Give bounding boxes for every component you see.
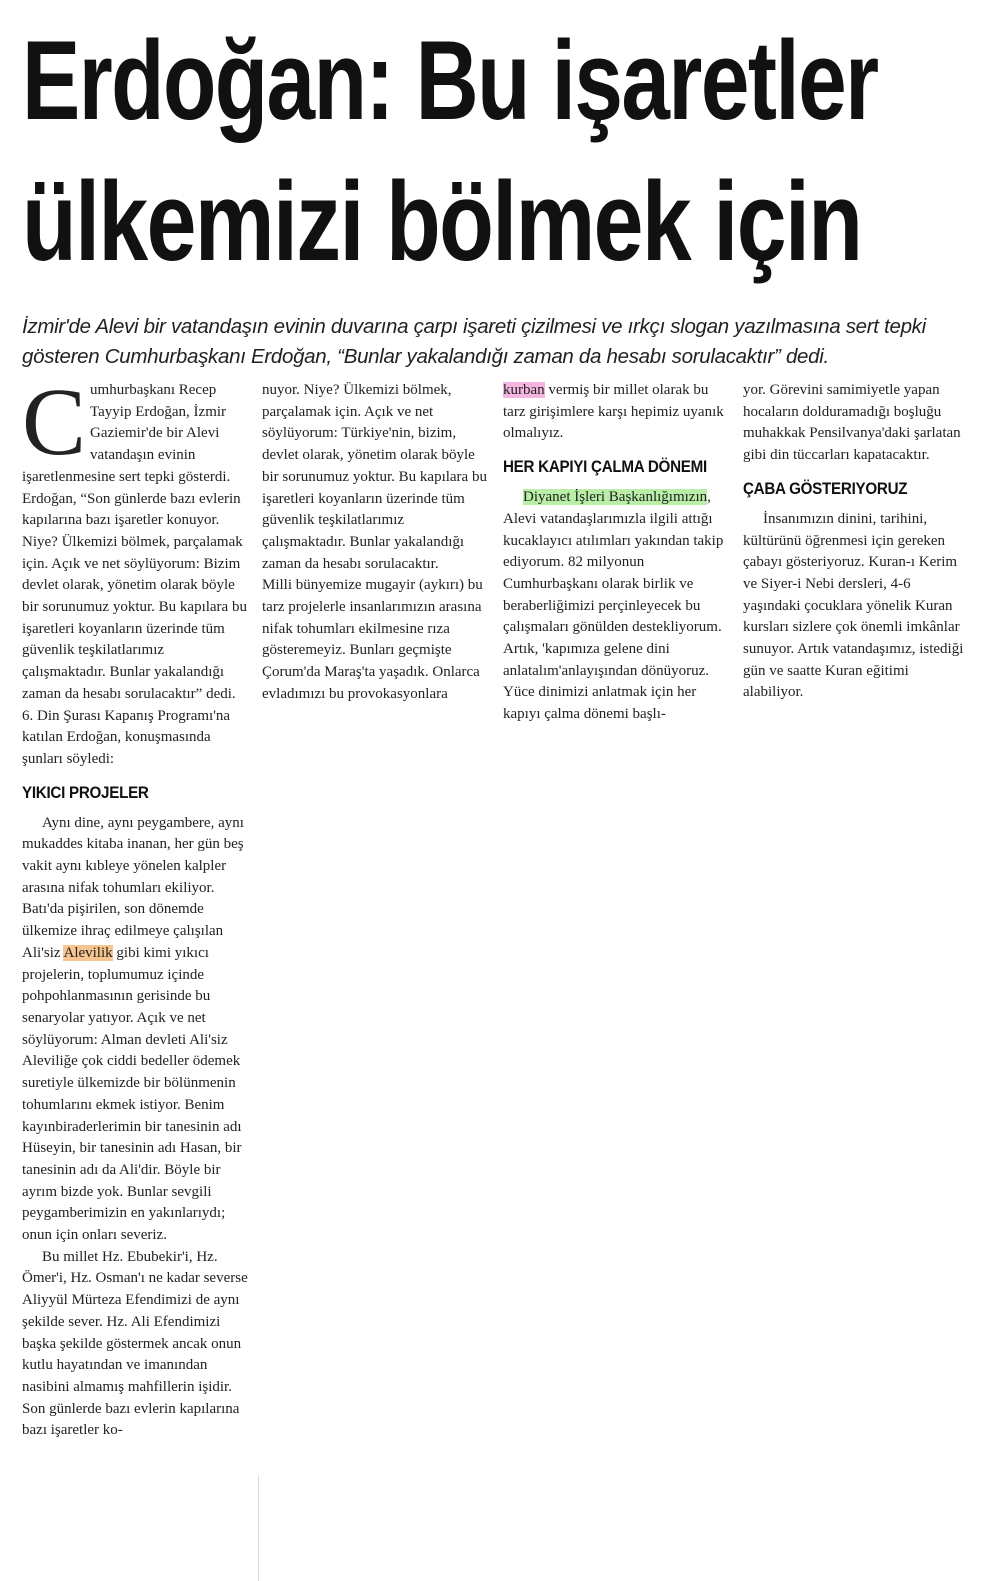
subhead-yikici-projeler: YIKICI PROJELER <box>22 783 149 802</box>
spot-text: İzmir'de Alevi bir vatandaşın evinin duvarına çarpı işareti çizilmesi ve ırkçı slogan yazılmasına sert tepki gösteren Cumhurbaşkanı Erdoğan, “Bunlar yakalandığı zaman da hesabı sorulacaktır” dedi. <box>22 315 926 368</box>
highlight-diyanet: Diyanet İşleri Başkanlığımızın <box>523 489 708 506</box>
lead-paragraph <box>22 368 250 771</box>
paragraph: nuyor. Niye? Ülkemizi bölmek, parçalamak için. Açık ve net söylüyorum: Türkiye'nin, bizim, devlet olarak, yönetim olarak böyle bir sorunumuz yoktur. Bu kapılara bu işaretleri koyanların üzerinde tüm güvenlik teşkilatlarımız çalışmaktadır. Bunlar yakalandığı zaman da hesabı sorulacaktır. <box>262 382 487 572</box>
paragraph <box>503 380 729 445</box>
paragraph: yor. Görevini samimiyetle yapan hocaların dolduramadığı boşluğu muhakkak Pensilvanya'daki şarlatan gibi din tüccarları kapatacaktır. <box>743 382 961 464</box>
column-2 <box>262 380 488 706</box>
highlight-kurban: kurban <box>503 382 545 398</box>
lead-text: umhurbaşkanı Recep Tayyip Erdoğan, İzmir Gaziemir'de bir Alevi vatandaşın evinin işaretlenmesine sert tepki gösterdi. Erdoğan, “Son günlerde bazı evlerin kapılarına bazı işaretler konuyor. Niye? Ülkemizi bölmek, parçalamak için. Açık ve net söylüyorum: Bizim devlet olarak, yönetim olarak böyle bir sorunumuz yoktur. Bu kapılara bu işaretleri koyanların üzerinde tüm güvenlik teşkilatlarımız çalışmaktadır. Bunlar yakalandığı zaman da hesabı sorulacaktır” dedi. 6. Din Şurası Kapanış Programı'na katılan Erdoğan, konuşmasında şunları söyledi: <box>22 382 247 767</box>
drop-cap: C <box>22 368 87 475</box>
headline-line-1: Erdoğan: Bu işaretler <box>22 18 878 143</box>
subhead-caba-gosteriyoruz: ÇABA GÖSTERIYORUZ <box>743 479 908 498</box>
paragraph-text: vermiş bir millet olarak bu tarz girişimlere karşı hepimiz uyanık olmalıyız. <box>503 382 724 442</box>
paragraph <box>22 813 250 1247</box>
paragraph-text: , Alevi vatandaşlarımızla ilgili attığı kucaklayıcı atılımları yakından takip ediyorum. 82 milyonun Cumhurbaşkanı olarak birlik ve beraberliğimizi perçinleyecek bu çalışmaları gönülden destekliyorum. Artık, 'kapımıza gelene dini anlatalım'anlayışından dönüyoruz. Yüce dinimizi anlatmak için her kapıyı çalma dönemi başlı- <box>503 489 724 723</box>
paragraph <box>503 487 729 726</box>
subhead-her-kapiyi-calma: HER KAPIYI ÇALMA DÖNEMI <box>503 458 707 477</box>
highlight-alevilik: Alevilik <box>63 944 113 961</box>
paragraph-text: gibi kimi yıkıcı projelerin, toplumumuz içinde pohpohlanmasının gerisinde bu senaryolar yatıyor. Açık ve net söylüyorum: Alman devleti Ali'siz Aleviliğe çok ciddi bedeller ödemek suretiyle ülkemizde bir bölünmenin tohumlarını ekmek istiyor. Benim kayınbiraderlerimin bir tanesinin adı Hüseyin, bir tanesinin adı Hasan, bir tanesinin adı da Ali'dir. Böyle bir ayrım bizde yok. Bunlar sevgili peygamberimizin en yakınlarıydı; onun için onları severiz. <box>22 944 242 1244</box>
paragraph: İnsanımızın dinini, tarihini, kültürünü öğrenmesi için gereken çabayı gösteriyoruz. Kuran-ı Kerim ve Siyer-i Nebi dersleri, 4-6 yaşındaki çocuklara yönelik Kuran kursları sizlere çok önemli imkânlar sunuyor. Artık vatandaşımız, istediği gün ve saatte Kuran eğitimi alabiliyor. <box>743 510 964 701</box>
paragraph-text: Aynı dine, aynı peygambere, aynı mukaddes kitaba inanan, her gün beş vakit aynı kıbleye yönelen kalpler arasına nifak tohumları ekiliyor. Batı'da pişirilen, son dönemde ülkemize ihraç edilmeye çalışılan Ali'siz <box>22 814 244 961</box>
column-1 <box>22 368 250 1442</box>
column-3 <box>503 380 729 726</box>
column-4 <box>743 380 969 704</box>
paragraph: Bu millet Hz. Ebubekir'i, Hz. Ömer'i, Hz. Osman'ı ne kadar severse Aliyyül Mürteza Efendimizi de aynı şekilde sever. Hz. Ali Efendimizi başka şekilde göstermek ancak onun kutlu hayatından ve imanından nasibini almamış mahfillerin işidir. Son günlerde bazı evlerin kapılarına bazı işaretler ko- <box>22 1248 248 1439</box>
paragraph: Milli bünyemize mugayir (aykırı) bu tarz projelerle insanlarımızın arasına nifak tohumları ekilmesine rıza gösteremeyiz. Bunları geçmişte Çorum'da Maraş'ta yaşadık. Onlarca evladımızı bu provokasyonlara <box>262 577 483 702</box>
clipping-edge <box>258 1475 259 1581</box>
headline-line-2: ülkemizi bölmek için <box>22 159 862 284</box>
